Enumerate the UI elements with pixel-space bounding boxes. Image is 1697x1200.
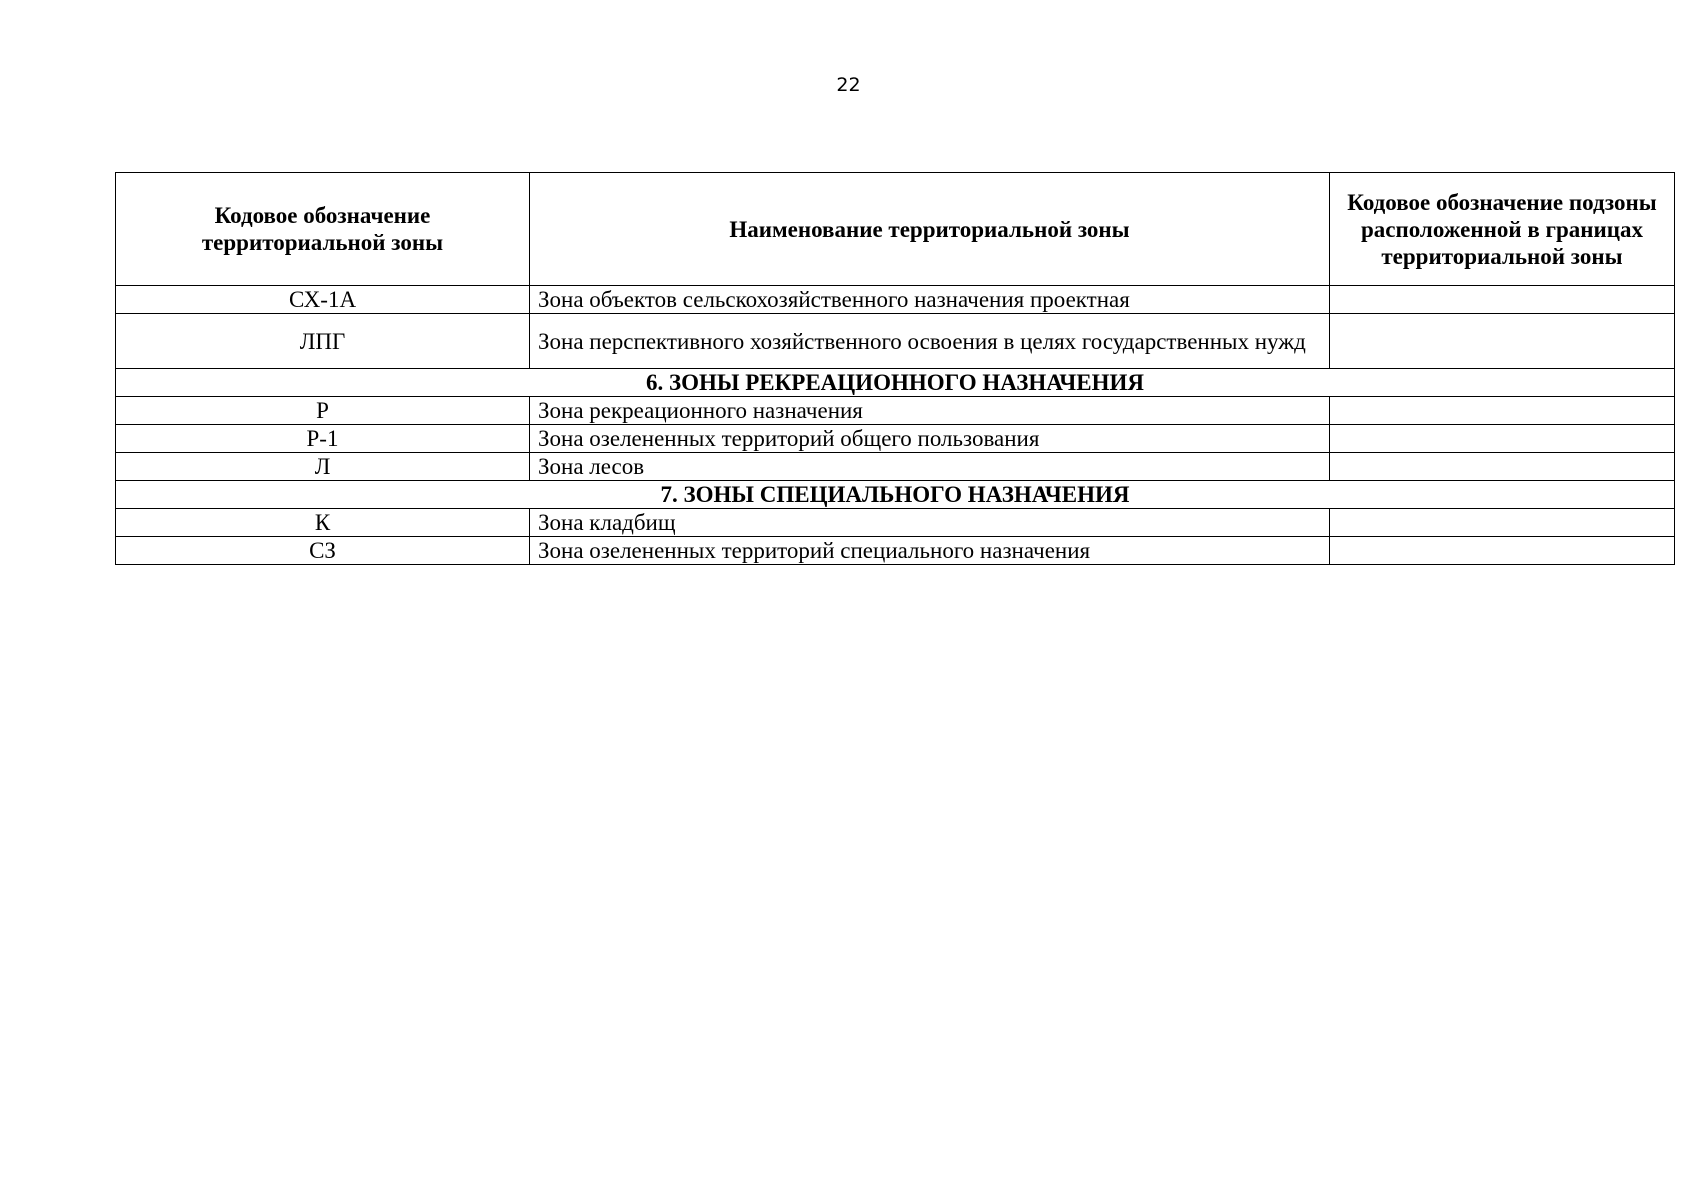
- zone-name-cell: Зона озелененных территорий общего пользования: [530, 425, 1330, 453]
- section-title: 7. ЗОНЫ СПЕЦИАЛЬНОГО НАЗНАЧЕНИЯ: [116, 481, 1675, 509]
- zone-name-cell: Зона озелененных территорий специального назначения: [530, 537, 1330, 565]
- subzone-code-cell: [1330, 397, 1675, 425]
- zone-name-cell: Зона рекреационного назначения: [530, 397, 1330, 425]
- zone-code-cell: ЛПГ: [116, 314, 530, 369]
- subzone-code-cell: [1330, 425, 1675, 453]
- table-row: [116, 286, 1675, 314]
- table-row: [116, 425, 1675, 453]
- zone-code-cell: К: [116, 509, 530, 537]
- zone-name-cell: Зона перспективного хозяйственного освоения в целях государственных нужд: [530, 314, 1330, 369]
- table-row: [116, 537, 1675, 565]
- page-number: 22: [836, 74, 861, 96]
- zone-code-cell: Л: [116, 453, 530, 481]
- section-row-special: [116, 481, 1675, 509]
- section-row-recreational: [116, 369, 1675, 397]
- subzone-code-cell: [1330, 537, 1675, 565]
- subzone-code-cell: [1330, 509, 1675, 537]
- zone-code-cell: Р: [116, 397, 530, 425]
- table-row: [116, 509, 1675, 537]
- zone-code-cell: Р-1: [116, 425, 530, 453]
- zone-code-cell: СХ-1А: [116, 286, 530, 314]
- zone-name-cell: Зона объектов сельскохозяйственного назначения проектная: [530, 286, 1330, 314]
- table-row: [116, 453, 1675, 481]
- territorial-zones-table: [115, 172, 1675, 565]
- header-zone-code: Кодовое обозначение территориальной зоны: [116, 173, 530, 286]
- header-subzone-code: Кодовое обозначение подзоны расположенной в границах территориальной зоны: [1330, 173, 1675, 286]
- section-title: 6. ЗОНЫ РЕКРЕАЦИОННОГО НАЗНАЧЕНИЯ: [116, 369, 1675, 397]
- zone-name-cell: Зона лесов: [530, 453, 1330, 481]
- table-row: [116, 314, 1675, 369]
- subzone-code-cell: [1330, 314, 1675, 369]
- zone-name-cell: Зона кладбищ: [530, 509, 1330, 537]
- table-row: [116, 397, 1675, 425]
- subzone-code-cell: [1330, 286, 1675, 314]
- table-header-row: [116, 173, 1675, 286]
- subzone-code-cell: [1330, 453, 1675, 481]
- header-zone-name: Наименование территориальной зоны: [530, 173, 1330, 286]
- zone-code-cell: СЗ: [116, 537, 530, 565]
